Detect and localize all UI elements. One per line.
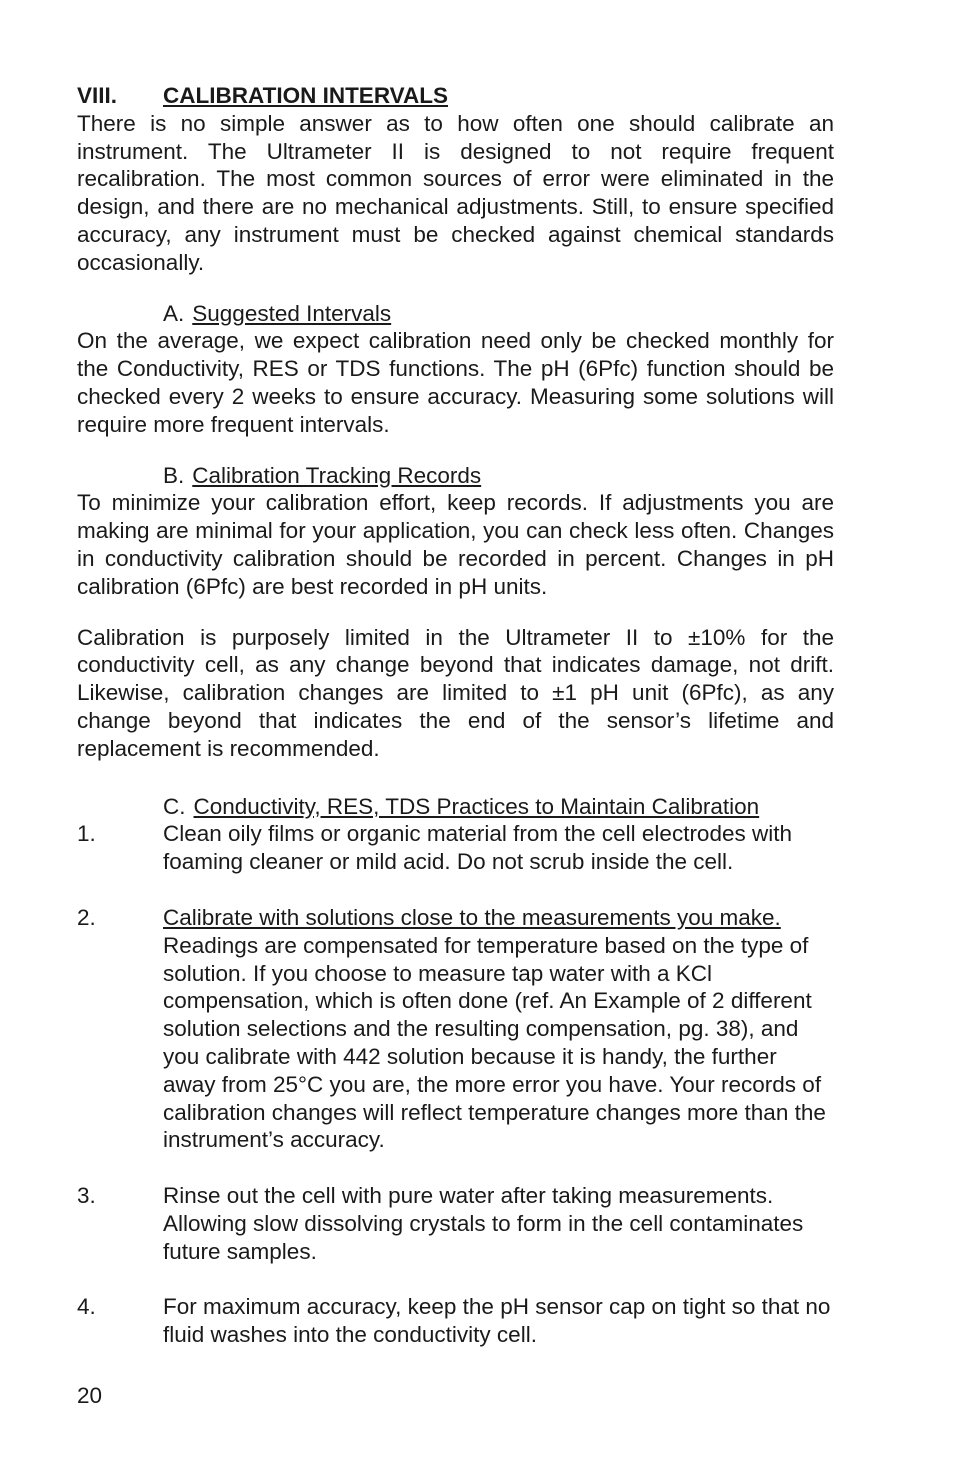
document-page bbox=[77, 82, 834, 1349]
list-item-body bbox=[163, 820, 834, 876]
subsection-a-letter: A. bbox=[163, 300, 185, 326]
list-item-text: For maximum accuracy, keep the pH sensor cap on tight so that no fluid washes into the conductivity cell. bbox=[163, 1294, 831, 1348]
list-item-number: 1. bbox=[77, 821, 96, 847]
section-heading bbox=[77, 82, 834, 110]
list-item-number: 3. bbox=[77, 1183, 96, 1209]
list-item-lead: Calibrate with solutions close to the measurements you make. bbox=[163, 904, 781, 930]
list-item-text: Readings are compensated for temperature based on the type of solution. If you choose to measure tap water with a KCl compensation, which is often done (ref. An Example of 2 different solution selections and the resulting compensation, pg. 38), and you calibrate with 442 solution because it is handy, the further away from 25°C you are, the more error you have. Your records of calibration changes will reflect temperature changes more than the instrument’s accuracy. bbox=[163, 932, 826, 1153]
page-number: 20 bbox=[77, 1383, 103, 1408]
subsection-c-letter: C. bbox=[163, 793, 186, 819]
list-item-body bbox=[163, 904, 834, 1154]
list-item bbox=[77, 820, 834, 876]
section-title: CALIBRATION INTERVALS bbox=[163, 83, 448, 108]
list-item-number: 2. bbox=[77, 904, 96, 930]
list-item bbox=[77, 904, 834, 1154]
list-item-body bbox=[163, 1293, 834, 1349]
subsection-a-heading bbox=[77, 300, 834, 328]
subsection-b-paragraph: To minimize your calibration effort, keep records. If adjustments you are making are minimal for your application, you can check less often. Changes in conductivity calibration should be recorded in percent. Changes in pH calibration (6Pfc) are best recorded in pH units. bbox=[77, 490, 834, 599]
subsection-c-heading bbox=[77, 793, 834, 821]
list-item bbox=[77, 1293, 834, 1349]
subsection-b-paragraph-2: Calibration is purposely limited in the Ultrameter II to ±10% for the conductivity cell, as any change beyond that indicates damage, not drift. Likewise, calibration changes are limited to ±1 pH unit (6Pfc), as any change beyond that indicates the end of the sensor’s lifetime and replacement is recommended. bbox=[77, 624, 834, 761]
section-number: VIII. bbox=[77, 83, 118, 108]
list-item bbox=[77, 1182, 834, 1265]
subsection-c-title: Conductivity, RES, TDS Practices to Maintain Calibration bbox=[193, 793, 760, 819]
subsection-a-paragraph: On the average, we expect calibration need only be checked monthly for the Conductivity, RES or TDS functions. The pH (6Pfc) function should be checked every 2 weeks to ensure accuracy. Measuring some solutions will require more frequent intervals. bbox=[77, 328, 834, 437]
list-item-number: 4. bbox=[77, 1294, 96, 1320]
list-item-text: Clean oily films or organic material from the cell electrodes with foaming cleaner or mild acid. Do not scrub inside the cell. bbox=[163, 821, 792, 875]
section-intro-paragraph: There is no simple answer as to how often one should calibrate an instrument. The Ultrameter II is designed to not require frequent recalibration. The most common sources of error were eliminated in the design, and there are no mechanical adjustments. Still, to ensure specified accuracy, any instrument must be checked against chemical standards occasionally. bbox=[77, 110, 834, 275]
subsection-b-heading bbox=[77, 462, 834, 490]
list-item-text: Rinse out the cell with pure water after taking measurements. Allowing slow dissolving crystals to form in the cell contaminates future samples. bbox=[163, 1183, 804, 1264]
subsection-b-title: Calibration Tracking Records bbox=[192, 462, 482, 488]
subsection-a-title: Suggested Intervals bbox=[192, 300, 392, 326]
subsection-b-letter: B. bbox=[163, 462, 185, 488]
list-item-body bbox=[163, 1182, 834, 1265]
